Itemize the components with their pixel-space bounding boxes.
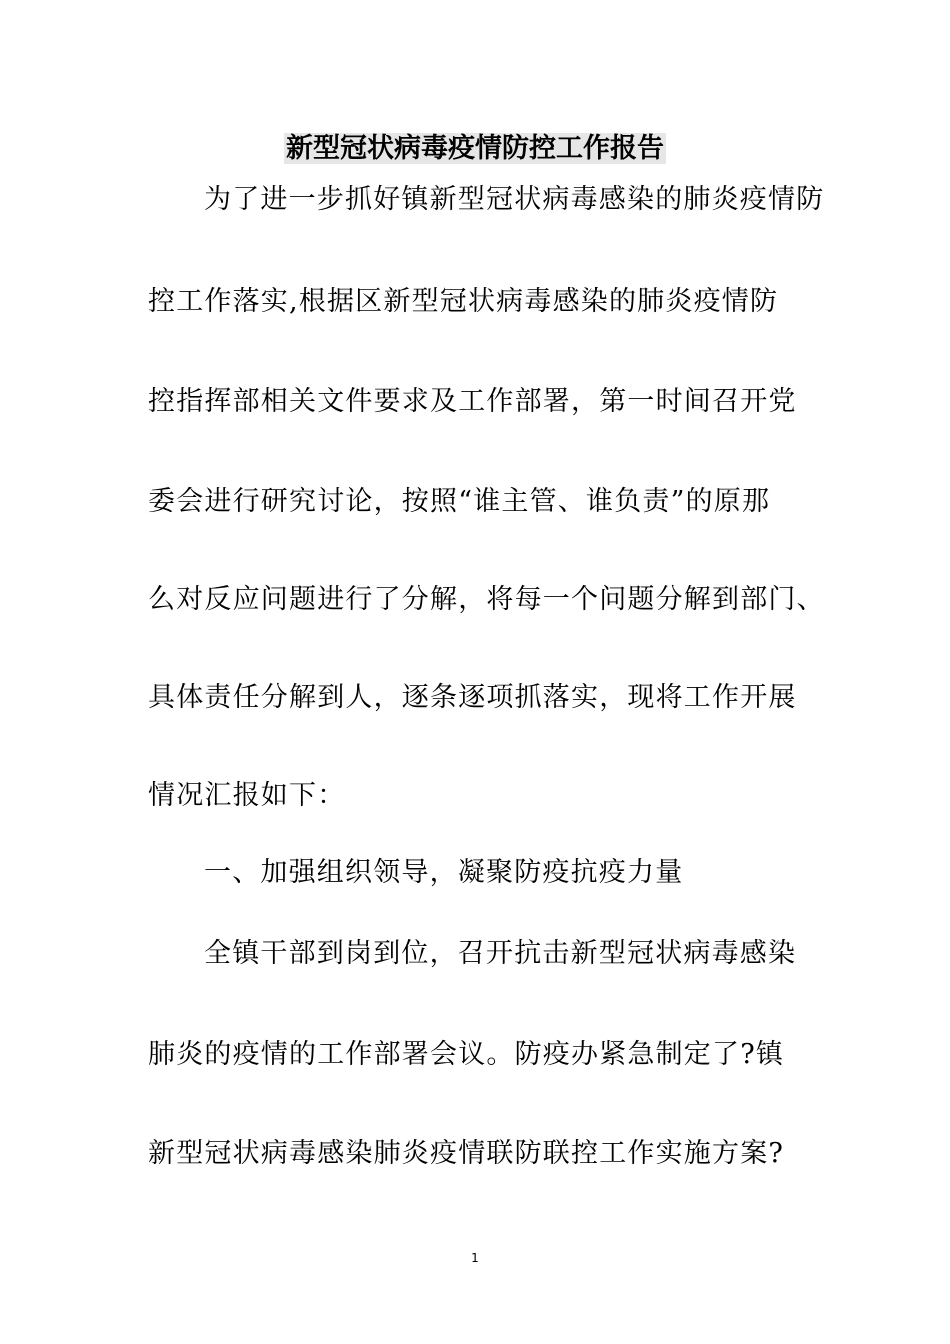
paragraph-2-line-2: 肺炎的疫情的工作部署会议。防疫办紧急制定了?镇 xyxy=(148,1039,785,1070)
paragraph-1-line-2: 控工作落实,根据区新型冠状病毒感染的肺炎疫情防 xyxy=(148,286,779,317)
document-title xyxy=(0,130,950,168)
document-title-text: 新型冠状病毒疫情防控工作报告 xyxy=(286,133,664,164)
paragraph-1-line-7: 情况汇报如下： xyxy=(148,780,346,811)
page-number: 1 xyxy=(471,1251,479,1265)
paragraph-2-line-3: 新型冠状病毒感染肺炎疫情联防联控工作实施方案? xyxy=(148,1138,785,1169)
paragraph-2-line-1: 全镇干部到岗到位，召开抗击新型冠状病毒感染 xyxy=(204,938,797,969)
paragraph-1-line-6: 具体责任分解到人，逐条逐项抓落实，现将工作开展 xyxy=(148,682,797,713)
paragraph-1-line-1: 为了进一步抓好镇新型冠状病毒感染的肺炎疫情防 xyxy=(204,184,825,215)
paragraph-1-line-4: 委会进行研究讨论，按照“谁主管、谁负责”的原那 xyxy=(148,486,771,517)
section-heading: 一、加强组织领导，凝聚防疫抗疫力量 xyxy=(204,857,684,888)
paragraph-1-line-3: 控指挥部相关文件要求及工作部署，第一时间召开党 xyxy=(148,386,797,417)
paragraph-1-line-5: 么对反应问题进行了分解，将每一个问题分解到部门、 xyxy=(148,584,825,615)
